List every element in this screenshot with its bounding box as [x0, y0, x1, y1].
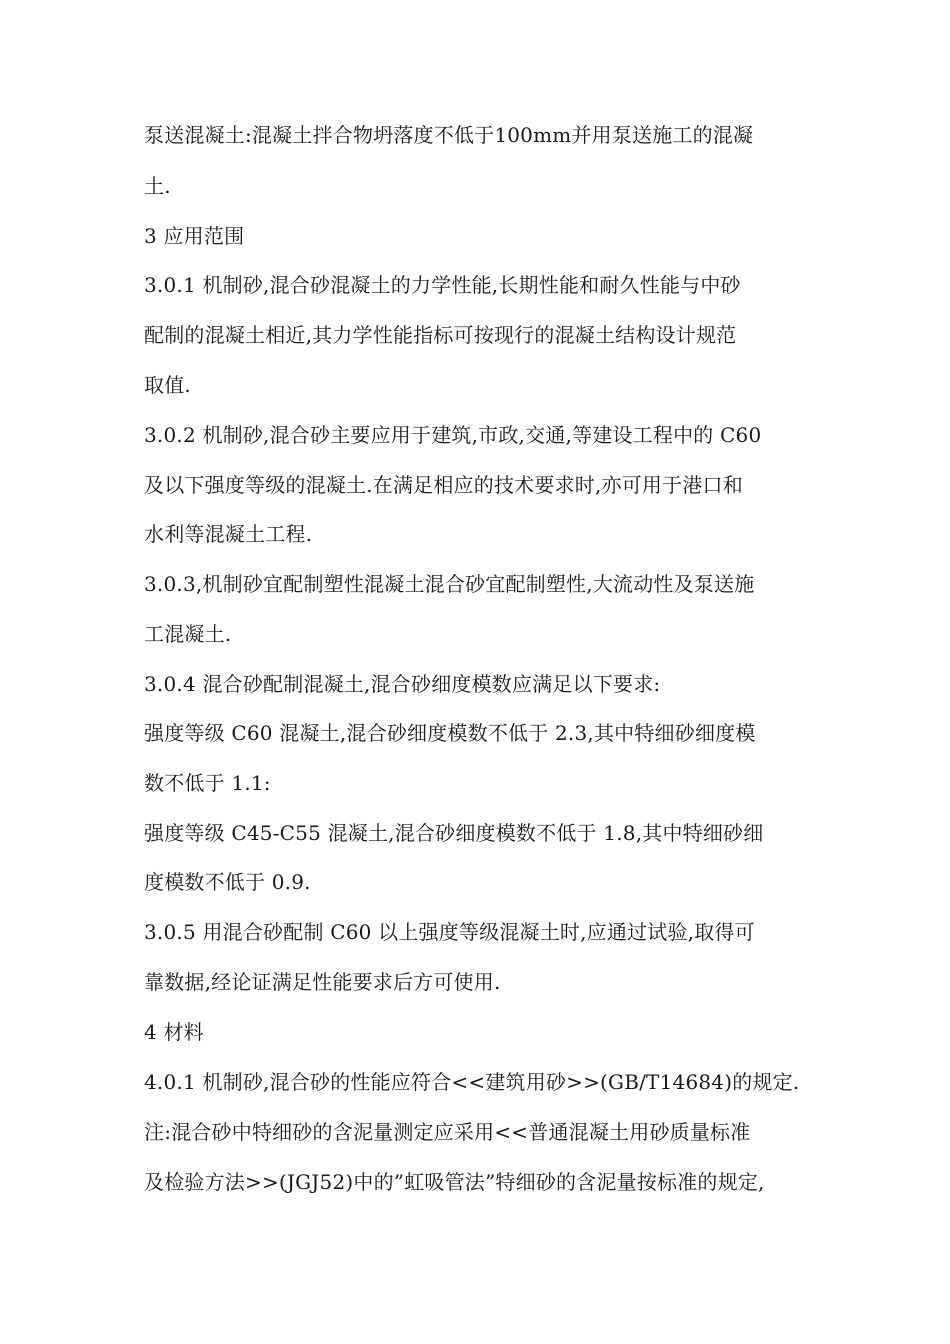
text-line-21: 注:混合砂中特细砂的含泥量测定应采用<<普通混凝土用砂质量标准 [144, 1120, 751, 1144]
text-line-14: 数不低于 1.1: [144, 771, 271, 795]
text-line-22: 及检验方法>>(JGJ52)中的”虹吸管法”特细砂的含泥量按标准的规定, [144, 1170, 765, 1194]
text-line-2: 土. [144, 174, 171, 198]
text-line-4: 3.0.1 机制砂,混合砂混凝土的力学性能,长期性能和耐久性能与中砂 [144, 273, 741, 297]
text-line-17: 3.0.5 用混合砂配制 C60 以上强度等级混凝土时,应通过试验,取得可 [144, 920, 755, 944]
text-line-5: 配制的混凝土相近,其力学性能指标可按现行的混凝土结构设计规范 [144, 323, 737, 347]
text-line-10: 3.0.3,机制砂宜配制塑性混凝土混合砂宜配制塑性,大流动性及泵送施 [144, 572, 755, 596]
text-line-8: 及以下强度等级的混凝土.在满足相应的技术要求时,亦可用于港口和 [144, 473, 743, 497]
section-heading-3: 3 应用范围 [144, 224, 245, 248]
text-line-7: 3.0.2 机制砂,混合砂主要应用于建筑,市政,交通,等建设工程中的 C60 [144, 423, 762, 447]
text-line-18: 靠数据,经论证满足性能要求后方可使用. [144, 970, 501, 994]
text-line-6: 取值. [144, 373, 191, 397]
text-line-9: 水利等混凝土工程. [144, 522, 313, 546]
text-line-1: 泵送混凝土:混凝土拌合物坍落度不低于100mm并用泵送施工的混凝 [144, 123, 754, 147]
section-heading-4: 4 材料 [144, 1020, 204, 1044]
text-line-13: 强度等级 C60 混凝土,混合砂细度模数不低于 2.3,其中特细砂细度模 [144, 721, 756, 745]
text-line-12: 3.0.4 混合砂配制混凝土,混合砂细度模数应满足以下要求: [144, 672, 661, 696]
text-line-11: 工混凝土. [144, 622, 232, 646]
text-line-15: 强度等级 C45-C55 混凝土,混合砂细度模数不低于 1.8,其中特细砂细 [144, 821, 764, 845]
text-line-16: 度模数不低于 0.9. [144, 870, 311, 894]
text-line-20: 4.0.1 机制砂,混合砂的性能应符合<<建筑用砂>>(GB/T14684)的规定. [144, 1070, 800, 1094]
